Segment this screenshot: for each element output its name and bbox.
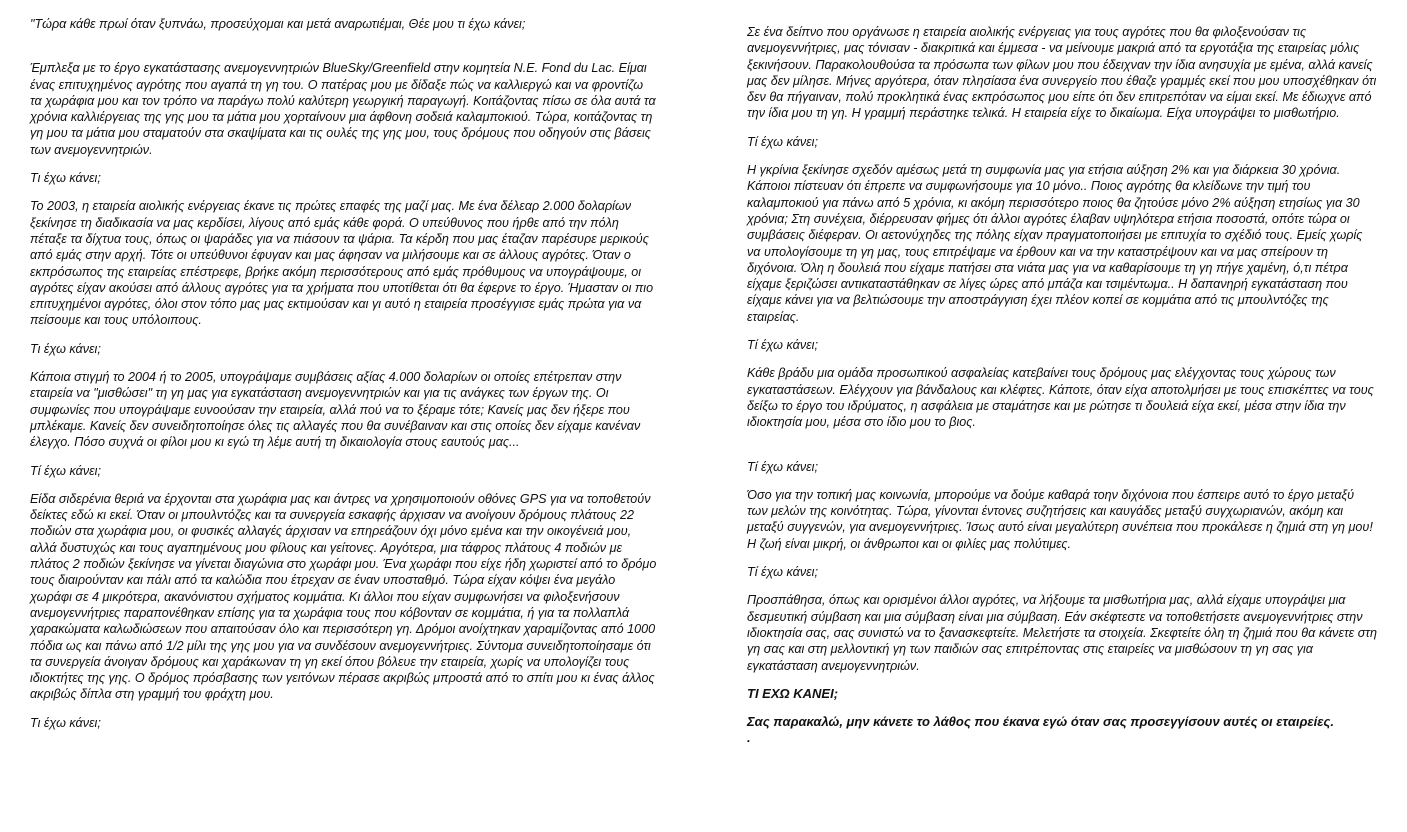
opening-quote: "Τώρα κάθε πρωί όταν ξυπνάω, προσεύχομαι και μετά αναρωτιέμαι, Θέε μου τι έχω κάνει; bbox=[30, 17, 526, 31]
paragraph: Σε ένα δείπνο που οργάνωσε η εταιρεία αιολικής ενέργειας για τους αγρότες που θα φιλοξενούσαν τις ανεμογεννήτριες, μας τόνισαν - διακριτικά και έμμεσα - να μείνουμε μακριά από τα εργοτάξια της εταιρείας μόλις ξεκινήσουν. Παρακολουθούσα τα πρόσωπα των φίλων μου που έδειχναν την ίδια ανησυχία με εμένα, αλλά κανείς μας δεν μίλησε. Μήνες αργότερα, όταν πλησίασα ένα συνεργείο που έθαζε γραμμές εκεί που μου υποσχέθηκαν ότι δεν θα πήγαιναν, πολύ προκλητικά ένας εκπρόσωπος μου είπε ότι δεν επιτρεπόταν να είμαι εκεί. Με έδιωχνε από την ίδια μου τη γη. Η γραμμή περάστηκε τελικά. Η εταιρεία είχε το δικαίωμα. Είχα υπογράψει το μισθωτήριο. bbox=[747, 25, 1377, 121]
paragraph: Έμπλεξα με το έργο εγκατάστασης ανεμογεννητριών BlueSky/Greenfield στην κομητεία N.E. Fond du Lac. Είμαι ένας επιτυχημένος αγρότης που αγαπά τη γη του. Ο πατέρας μου με δίδαξε πώς να καλλιεργώ και να φροντίζω τα χωράφια μου και τον τρόπο να παράγω πολύ καλύτερη γεωργική παραγωγή. Κοιτάζοντας πίσω σε όλα αυτά τα χρόνια καλλιέργειας της γης μου τα μάτια μου χορταίνουν μια άφθονη σοδειά καλαμποκιού. Τώρα, κοιτάζοντας τη γη μου τα μάτια μου σταματούν στα σκαψίματα και τις ουλές της γης μου, τους δρόμους που οδηγούν στις βάσεις των ανεμογεννητριών. bbox=[30, 61, 656, 157]
paragraph: Κάποια στιγμή το 2004 ή το 2005, υπογράψαμε συμβάσεις αξίας 4.000 δολαρίων οι οποίες επέτρεπαν στην εταιρεία να "μισθώσει" τη γη μας για εγκατάσταση ανεμογεννητριών και για τις ανάγκες των έργων της. Οι συμφωνίες που υπογράψαμε ευνοούσαν την εταιρεία, αλλά πού να το ξέραμε τότε; Κανείς μας δεν ήξερε που μπλέκαμε. Κανείς δεν συνειδητοποίησε όλες τις αλλαγές που θα συνέβαιναν και στις οποίες δεν είχαμε κανέναν έλεγχο. Πόσο συχνά οι φίλοι μου κι εγώ τη λέμε αυτή τη δικαιολογία στους εαυτούς μας... bbox=[30, 370, 641, 450]
refrain: Τί έχω κάνει; bbox=[747, 565, 818, 580]
refrain: Τί έχω κάνει; bbox=[30, 463, 101, 478]
right-column bbox=[747, 24, 1377, 747]
bold-refrain: ΤΙ ΕΧΩ ΚΑΝΕΙ; bbox=[747, 685, 839, 701]
paragraph: Όσο για την τοπική μας κοινωνία, μπορούμε να δούμε καθαρά τοην διχόνοια που έσπειρε αυτό το έργο μεταξύ των μελών της κοινότητας. Τώρα, γίνονται έντονες συζητήσεις και καυγάδες μεταξύ συγχωριανών, ακόμη και μεταξύ συγγενών, για ανεμογεννήτριες. Ίσως αυτό είναι μεγαλύτερη συνέπεια που προκάλεσε η ζημιά στη γη μου! Η ζωή είναι μικρή, οι άνθρωποι και οι φιλίες μας πολύτιμες. bbox=[747, 487, 1373, 551]
paragraph: Είδα σιδερένια θεριά να έρχονται στα χωράφια μας και άντρες να χρησιμοποιούν οθόνες GPS για να τοποθετούν δείκτες εδώ κι εκεί. Όταν οι μπουλντόζες και τα συνεργεία εσκαφής άρχισαν να ανοίγουν δρόμους πλάτους 22 ποδιών στα χωράφια μου, οι φυσικές αλλαγές άρχισαν να επηρεάζουν όχι μόνο εμένα και την οικογένειά μου, αλλά δυστυχώς και τους αγαπημένους μου φίλους και γείτονες. Αργότερα, μια τάφρος πλάτους 4 ποδιών με πλάτος 2 ποδιών ξεκίνησε να γίνεται διαγώνια στο χωράφι μου. Ένα χωράφι που είχε ήδη χωριστεί από το δρόμο τους διαιρούνταν και πάλι από τα καλώδια που έτρεχαν σε έναν υποσταθμό. Τώρα είχαν κόψει ένα μεγάλο χωράφι σε 4 μικρότερα, ακανόνιστου σχήματος κομμάτια. Κι άλλοι που είχαν συμφωνήσει να φιλοξενήσουν ανεμογεννήτριες παραπονέθηκαν επίσης για τα χωράφια τους που κόβονταν σε κομμάτια, ή για τα πολλαπλά χαρακώματα καλωδιώσεων που απαιτούσαν όλο και περισσότερη γη. Δρόμοι ανοίχτηκαν χαραμίζοντας από 1000 πόδια ως και πάνω από 1/2 μίλι της γης μου για να συνδέσουν ανεμογεννήτριες. Σύντομα συνειδητοποίησαμε ότι τα συνεργεία άνοιγαν δρόμους και χαράκωναν τη γη εκεί όπου βόλευε την εταιρεία, χωρίς να υπολογίζει τους ιδιοκτήτες της γης. Ο δρόμος πρόσβασης των γειτόνων πέρασε ακριβώς μπροστά από το σπίτι μου κι ένας άλλος ακριβώς δίπλα στη γραμμή του φράχτη μου. bbox=[30, 491, 657, 702]
refrain: Τί έχω κάνει; bbox=[747, 134, 818, 149]
refrain: Τι έχω κάνει; bbox=[30, 171, 101, 186]
trailing-period: . bbox=[747, 730, 751, 746]
refrain: Τι έχω κάνει; bbox=[30, 341, 101, 356]
refrain: Τί έχω κάνει; bbox=[747, 338, 818, 353]
closing-plea: Σας παρακαλώ, μην κάνετε το λάθος που έκανα εγώ όταν σας προσεγγίσουν αυτές οι εταιρείες. bbox=[747, 714, 1334, 730]
left-column bbox=[30, 16, 658, 731]
paragraph: Το 2003, η εταιρεία αιολικής ενέργειας έκανε τις πρώτες επαφές της μαζί μας. Με ένα δέλεαρ 2.000 δολαρίων ξεκίνησε τη διαδικασία να μας κερδίσει, λίγους από εμάς κάθε φορά. Ο υπεύθυνος που ήρθε από την πόλη πέταξε τα δίχτυα τους, όπως οι ψαράδες για να πιάσουν τα ψάρια. Τα κέρδη που μας έταζαν παρέσυρε μερικούς από εμάς στην αρχή. Τότε οι υπεύθυνοι έφυγαν και μας άφησαν να μιλήσουμε και σε άλλους αγρότες. Όταν ο εκπρόσωπος της εταιρείας επέστρεφε, βρήκε ακόμη περισσότερους από εμάς πρόθυμους να υπογράψουμε, οι αγρότες είχαν ακούσει από άλλους αγρότες για τα χρήματα που υποτίθεται ότι θα έφερνε το έργο. Ήμασταν οι πιο επιτυχημένοι αγρότες, όλοι στον τόπο μας μας εκτιμούσαν και γι αυτό η εταιρεία προσέγγισε εμάς πρώτα για να πείσουμε και τους υπόλοιπους. bbox=[30, 199, 654, 328]
refrain: Τι έχω κάνει; bbox=[30, 715, 101, 730]
paragraph: Προσπάθησα, όπως και ορισμένοι άλλοι αγρότες, να λήξουμε τα μισθωτήρια μας, αλλά είχαμε υπογράψει μια δεσμευτική σύμβαση και μια σύμβαση είναι μια σύμβαση. Εάν σκέφτεστε να τοποθετήσετε ανεμογεννήτριες στην ιδιοκτησία σας, σας συνιστώ να το ξανασκεφτείτε. Μελετήστε τα στοιχεία. Σκεφτείτε όλη τη ζημιά που θα κάνετε στη γη σας και στη μελλοντική γη των παιδιών σας επιτρέποντας στις εταιρείες να μισθώσουν τη γη σας για εγκατάσταση ανεμογεννητριών. bbox=[747, 593, 1378, 673]
paragraph: Κάθε βράδυ μια ομάδα προσωπικού ασφαλείας κατεβαίνει τους δρόμους μας ελέγχοντας τους χώρους των εγκαταστάσεων. Ελέγχουν για βάνδαλους και κλέφτες. Κάποτε, όταν είχα αποτολμήσει με τους επισκέπτες να τους δείξω το έργο του ιδρύματος, η ασφάλεια με σταμάτησε και με ρώτησε τι δουλειά είχα εκεί, μέσα στην ίδια την ιδιοκτησία μου, μέσα στο ίδιο μου το βιος. bbox=[747, 366, 1374, 430]
refrain: Τί έχω κάνει; bbox=[747, 459, 818, 474]
paragraph: Η γκρίνια ξεκίνησε σχεδόν αμέσως μετά τη συμφωνία μας για ετήσια αύξηση 2% και για διάρκεια 30 χρόνια. Κάποιοι πίστευαν ότι έπρεπε να συμφωνήσουμε για 10 μόνο.. Ποιος αγρότης θα κλείδωνε την τιμή του καλαμποκιού για πάνω από 5 χρόνια, κι ακόμη περισσότερο ποιος θα ζητούσε μόνο 2% αύξηση ετησίως για 30 χρόνια; Στη συνέχεια, διέρρευσαν φήμες ότι άλλοι αγρότες έλαβαν υψηλότερα ετήσια ποσοστά, οπότε τώρα οι συμβάσεις διέφεραν. Οι αετονύχηδες της πόλης είχαν πραγματοποιήσει με επιτυχία το σχέδιό τους. Εμείς χωρίς να υπολογίσουμε τη γη μας, τους επιτρέψαμε να έρθουν και να την καταστρέψουν και να μας σπείρουν τη διχόνοια. Όλη η δουλειά που είχαμε πατήσει στα νιάτα μας για να καθαρίσουμε τη γη πήγε χαμένη, ό,τι πέτρα είχαμε ξεριζώσει αντικαταστάθηκαν σε λίγες ώρες από μπάζα και τσιμέντωμα.. Η δαπανηρή εγκατάσταση που είχαμε κάνει για να βελτιώσουμε την αποστράγγιση έχει πλέον κοπεί σε κομμάτια από τις μπουλντόζες της εταιρείας. bbox=[747, 163, 1363, 324]
